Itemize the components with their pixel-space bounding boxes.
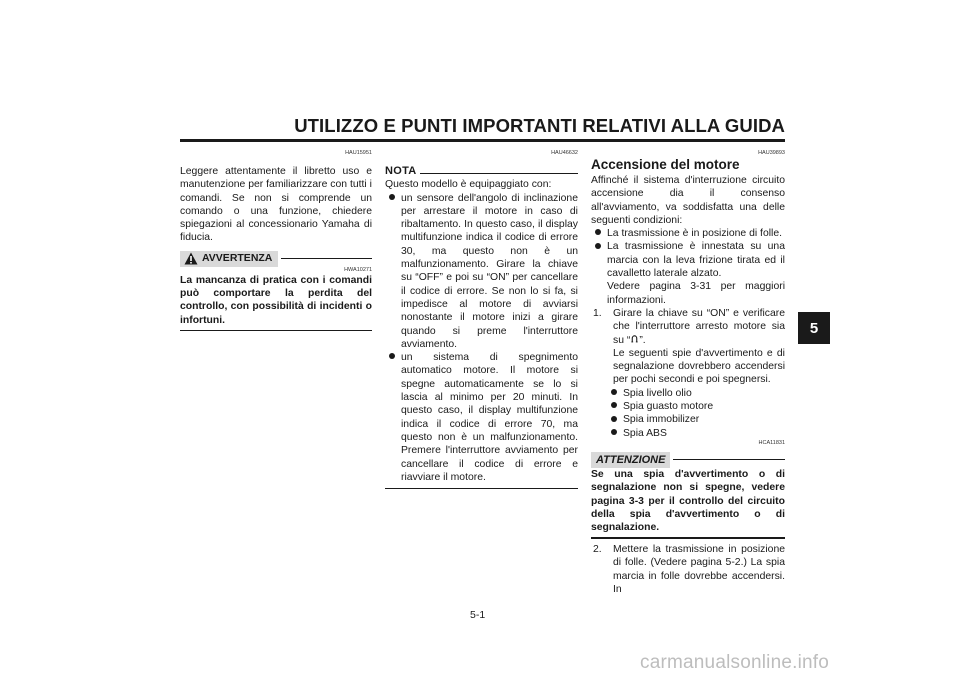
- step-text-more: Le seguenti spie d'avvertimento e di segnalazione dovrebbero accendersi per pochi secondi e poi spegnersi.: [613, 347, 785, 386]
- nota-header: [385, 165, 578, 178]
- nota-intro: Questo modello è equipaggiato con:: [385, 179, 552, 191]
- bullet-icon: [389, 194, 395, 200]
- warning-code: HWA10271: [344, 266, 372, 273]
- warning-text: La mancanza di pratica con i comandi può comportare la perdita del controllo, con possibilità di incidenti o infortuni.: [180, 274, 372, 326]
- column-nota: [385, 150, 578, 489]
- bullet-icon: [595, 243, 601, 249]
- chapter-tab: 5: [798, 312, 830, 344]
- column-intro: [180, 150, 372, 331]
- list-item-text: La trasmissione è innestata su una marcia con la leva frizione tirata ed il cavalletto laterale alzato.: [607, 241, 785, 280]
- page-title: UTILIZZO E PUNTI IMPORTANTI RELATIVI ALLA GUIDA: [294, 115, 785, 136]
- caution-rule: [673, 459, 785, 460]
- step-item: [591, 543, 785, 596]
- list-item-text: Spia ABS: [623, 427, 667, 439]
- step-text: Girare la chiave su “ON” e verificare che l'interruttore arresto motore sia: [613, 307, 785, 333]
- warning-rule: [281, 258, 372, 259]
- caution-text: Se una spia d'avvertimento o di segnalazione non si spegne, vedere pagina 3-3 per il controllo del circuito della spia d'avvertimento o di segnalazione.: [591, 468, 785, 534]
- list-item-text: Spia guasto motore: [623, 401, 714, 413]
- section-heading: Accensione del motore: [591, 157, 740, 172]
- list-item-text: Spia immobilizer: [623, 414, 700, 426]
- step-number: 2.: [593, 543, 602, 555]
- section-intro: Affinché il sistema d'interruzione circuito accensione dia il consenso all'avviamento, va soddisfatta una delle seguenti condizioni:: [591, 175, 785, 226]
- list-item-text: un sensore dell'angolo di inclinazione per arrestare il motore in caso di ribaltamento. In questo caso, il display multifunzione indica il codice di errore 30, ma questo non è un malfunzionamento. Girare la chiave su “OFF” e poi su “ON” per cancellare il codice di errore. Se non lo si fa, si impedisce al motore di avviarsi nonostante il motore inizi a girare quando si preme l'interruttore avviamento.: [401, 192, 578, 350]
- list-item-text: un sistema di spegnimento automatico motore. Il motore si spegne automaticamente se lo si lascia al minimo per 20 minuti. In questo caso, il display multifunzione indica il codice di errore 70, ma questo non è un malfunzionamento. Premere l'interruttore avviamento per cancellare il codice di errore e riavviare il motore.: [401, 352, 578, 483]
- list-item: [385, 192, 578, 352]
- bullet-icon: [595, 229, 601, 235]
- intro-paragraph: Leggere attentamente il libretto uso e manutenzione per familiarizzare con tutti i comandi. Se non si comprende un comando o una funzione, chiedere spiegazioni al concessionario Yamaha di fiducia.: [180, 166, 372, 244]
- bullet-icon: [611, 416, 617, 422]
- column-engine-start: [591, 150, 785, 596]
- page-reference: Vedere pagina 3-31 per maggiori informazioni.: [607, 281, 785, 306]
- caution-badge: ATTENZIONE: [591, 452, 670, 468]
- list-item-text: La trasmissione è in posizione di folle.: [607, 228, 783, 240]
- warning-end-rule: [180, 330, 372, 332]
- step-item: [591, 307, 785, 387]
- caution-header: [591, 452, 785, 468]
- step-text-close: ”.: [639, 334, 646, 346]
- nota-label: NOTA: [385, 165, 417, 177]
- watermark: carmanualsonline.info: [640, 652, 830, 673]
- page-number: 5-1: [470, 609, 486, 621]
- nota-rule: [420, 173, 578, 174]
- warning-label: AVVERTENZA: [202, 252, 273, 265]
- bullet-icon: [389, 353, 395, 359]
- step-text: Mettere la trasmissione in posizione di folle. (Vedere pagina 5-2.) La spia marcia in folle dovrebbe accendersi. In: [613, 543, 785, 595]
- section-code: HAU46632: [551, 150, 578, 156]
- list-item: [385, 351, 578, 484]
- list-item: [591, 413, 785, 426]
- section-code: HAU15951: [345, 150, 372, 156]
- title-rule: [180, 139, 785, 142]
- section-code: HAU39893: [758, 150, 785, 156]
- caution-code: HCA11831: [758, 439, 785, 446]
- warning-triangle-icon: [184, 252, 198, 265]
- engine-run-switch-icon: [630, 334, 639, 343]
- bullet-icon: [611, 402, 617, 408]
- step-number: 1.: [593, 307, 602, 319]
- bullet-icon: [611, 429, 617, 435]
- list-item: [591, 427, 785, 440]
- bullet-icon: [611, 389, 617, 395]
- list-item-text: Spia livello olio: [623, 387, 692, 399]
- list-item: [591, 387, 785, 400]
- step-text-su: su “: [613, 334, 631, 346]
- list-item: [591, 227, 785, 240]
- warning-badge: [180, 251, 278, 267]
- list-item: [591, 240, 785, 306]
- nota-end-rule: [385, 488, 578, 489]
- list-item: [591, 400, 785, 413]
- warning-header: [180, 251, 372, 267]
